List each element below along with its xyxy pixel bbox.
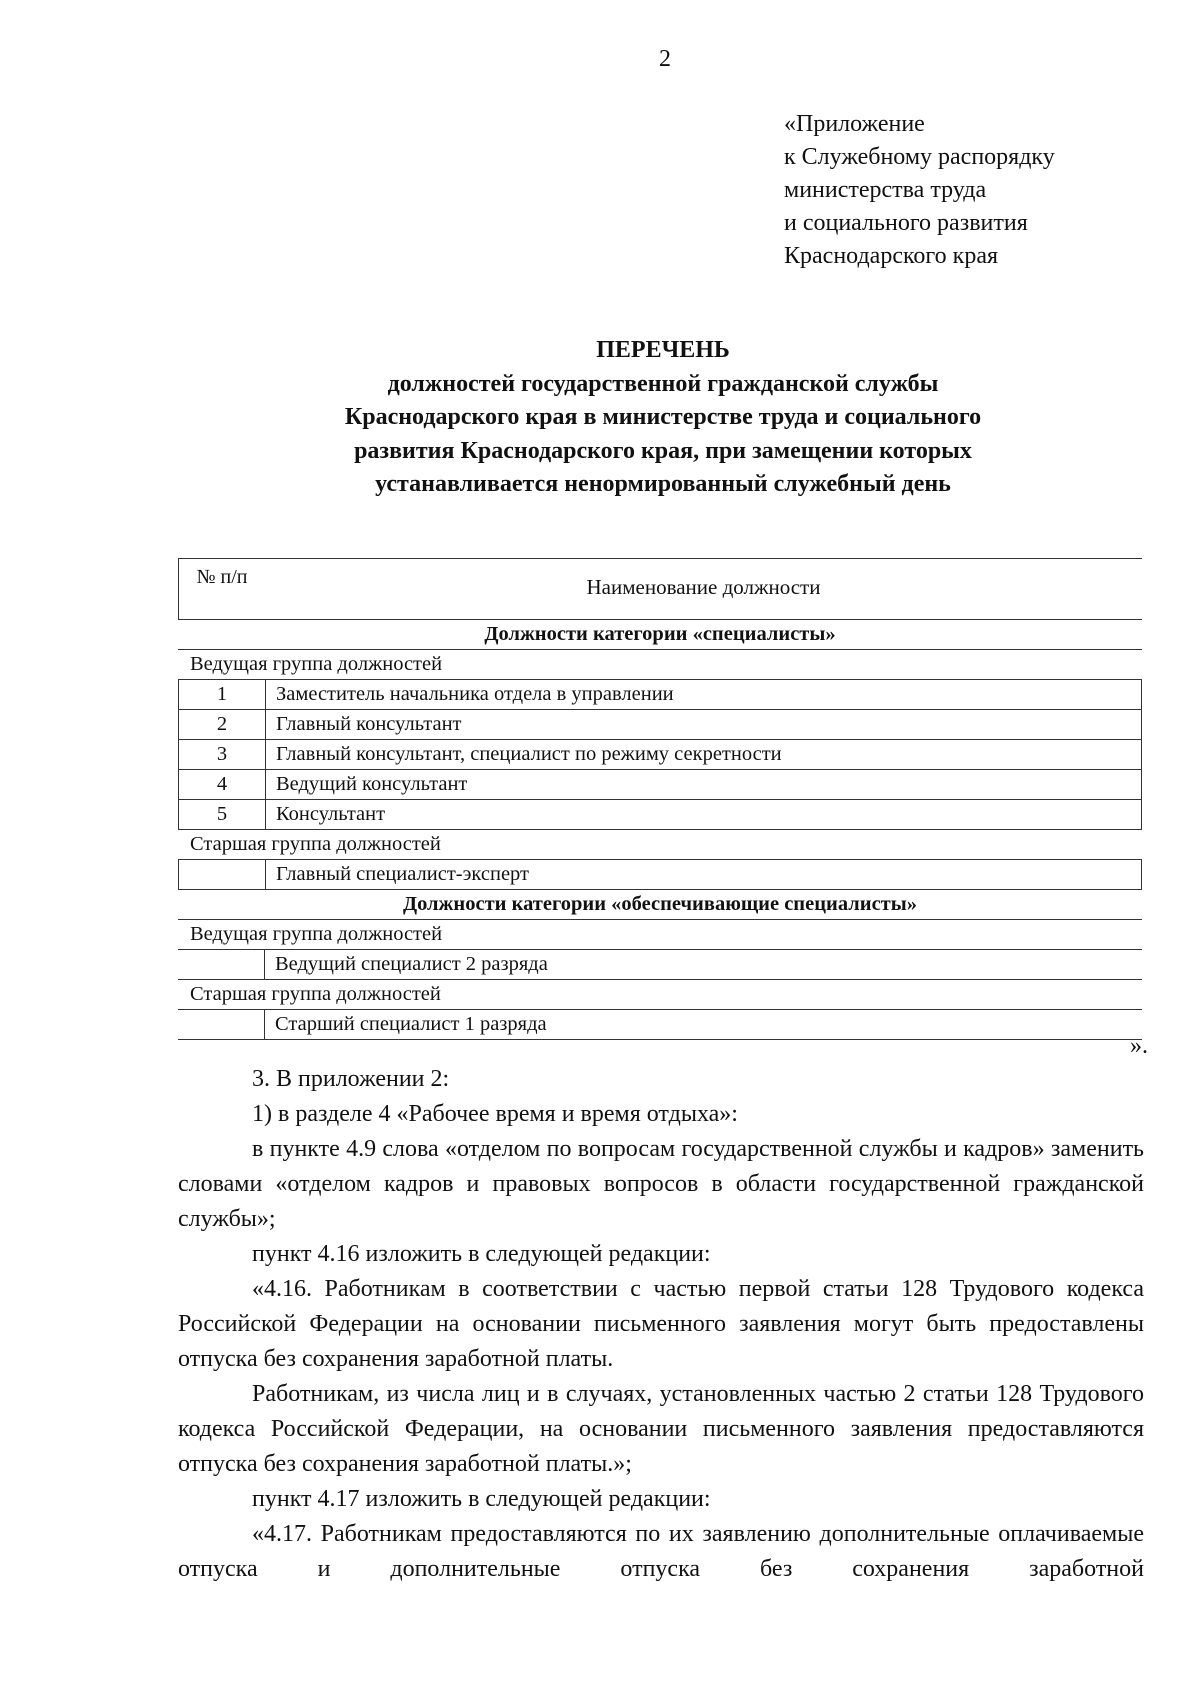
column-divider (265, 680, 266, 709)
column-divider (265, 860, 266, 889)
paragraph: пункт 4.16 изложить в следующей редакции: (252, 1241, 711, 1267)
group-row: Ведущая группа должностей (178, 650, 1142, 680)
column-divider (265, 770, 266, 799)
row-number: 2 (216, 713, 228, 735)
paragraph: «4.17. Работникам предоставляются по их заявлению дополнительные оплачиваемые отпуска и дополнительные отпуска без сохранения заработной (178, 1521, 1144, 1582)
paragraph: Работникам, из числа лиц и в случаях, установленных частью 2 статьи 128 Трудового кодекса Российской Федерации, на основании письменного заявления предоставляются отпуска без сохранения заработной платы.»; (178, 1381, 1144, 1477)
document-title: ПЕРЕЧЕНЬ (596, 337, 730, 363)
positions-table (178, 558, 1142, 1040)
appendix-line: Краснодарского края (784, 243, 999, 269)
position-name: Главный консультант (276, 713, 462, 735)
table-row (178, 860, 1142, 890)
table-row (178, 740, 1142, 770)
table-row (178, 950, 1142, 980)
appendix-line: министерства труда (784, 177, 987, 203)
row-number: 3 (216, 743, 228, 765)
row-number: 1 (216, 683, 228, 705)
appendix-line: к Служебному распорядку (784, 144, 1055, 170)
document-subtitle-line: развития Краснодарского края, при замещении которых (354, 437, 972, 464)
paragraph: пункт 4.17 изложить в следующей редакции: (252, 1486, 711, 1512)
position-name: Консультант (276, 803, 386, 825)
document-subtitle-line: устанавливается ненормированный служебный день (375, 471, 951, 497)
category-row: Должности категории «специалисты» (178, 620, 1142, 650)
table-header (178, 558, 1142, 620)
row-number: 4 (216, 773, 228, 795)
position-name: Ведущий специалист 2 разряда (275, 953, 548, 975)
position-name: Главный консультант, специалист по режиму секретности (276, 743, 782, 765)
appendix-reference (784, 108, 1055, 273)
document-title-block (180, 334, 1146, 502)
table-row (178, 710, 1142, 740)
page-number: 2 (659, 46, 671, 72)
table-row (178, 1010, 1142, 1040)
position-name: Заместитель начальника отдела в управлении (276, 683, 674, 705)
table-row (178, 800, 1142, 830)
position-name: Старший специалист 1 разряда (275, 1013, 547, 1035)
column-divider (264, 1010, 265, 1039)
group-row: Ведущая группа должностей (178, 920, 1142, 950)
closing-quote: ». (1130, 1033, 1148, 1059)
group-row: Старшая группа должностей (178, 830, 1142, 860)
paragraph: «4.16. Работникам в соответствии с частью первой статьи 128 Трудового кодекса Российской Федерации на основании письменного заявления могут быть предоставлены отпуска без сохранения заработной платы. (178, 1276, 1144, 1372)
document-subtitle-line: Краснодарского края в министерстве труда и социального (344, 404, 982, 430)
appendix-line: «Приложение (784, 111, 925, 137)
group-row: Старшая группа должностей (178, 980, 1142, 1010)
paragraph: в пункте 4.9 слова «отделом по вопросам государственной службы и кадров» заменить словами «отделом кадров и правовых вопросов в области государственной гражданской службы»; (178, 1136, 1144, 1232)
amendment-text (178, 1062, 1144, 1587)
column-divider (265, 740, 266, 769)
column-header-position: Наименование должности (586, 575, 821, 599)
paragraph: 3. В приложении 2: (252, 1066, 450, 1092)
document-subtitle-line: должностей государственной гражданской службы (387, 370, 939, 397)
column-divider (265, 710, 266, 739)
column-header-number: № п/п (196, 566, 248, 588)
row-number: 5 (216, 803, 228, 825)
table-row (178, 680, 1142, 710)
paragraph: 1) в разделе 4 «Рабочее время и время отдыха»: (252, 1101, 738, 1127)
category-row: Должности категории «обеспечивающие специалисты» (178, 890, 1142, 920)
position-name: Ведущий консультант (276, 773, 468, 795)
position-name: Главный специалист-эксперт (276, 863, 529, 885)
column-divider (265, 800, 266, 829)
column-divider (264, 950, 265, 979)
table-row (178, 770, 1142, 800)
appendix-line: и социального развития (784, 210, 1028, 236)
